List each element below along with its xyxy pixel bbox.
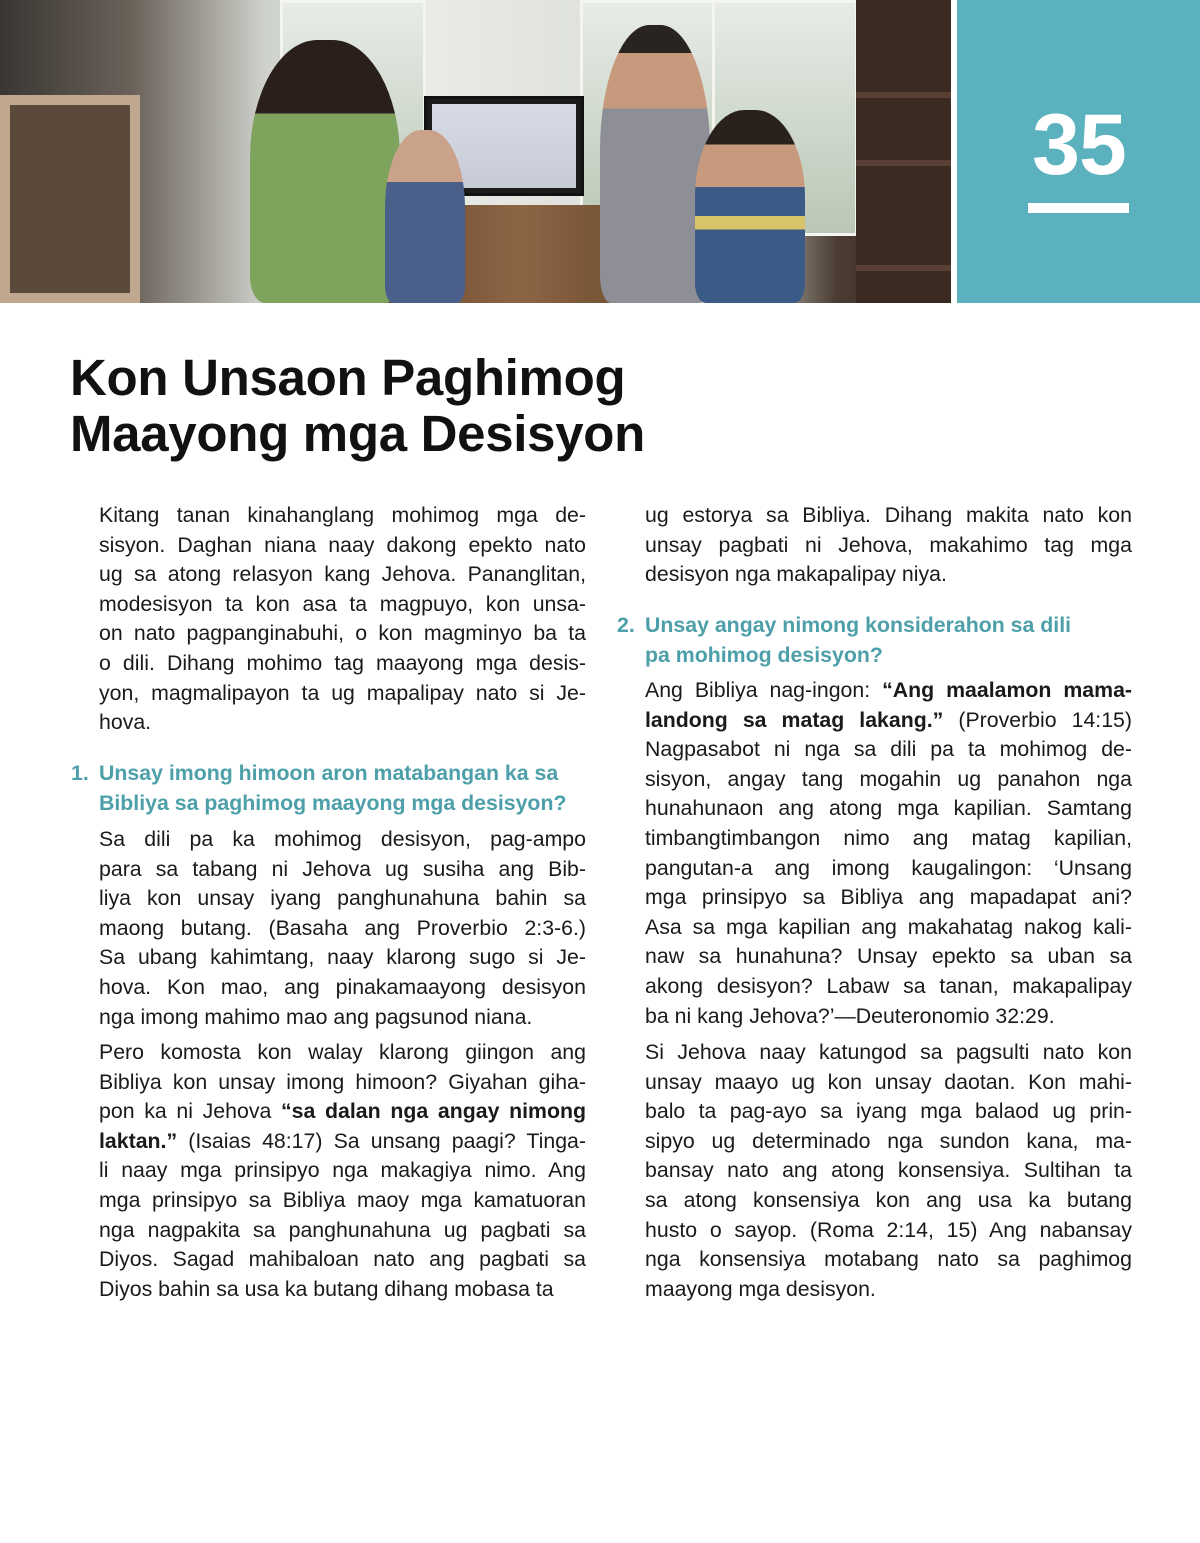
text-line bbox=[645, 1068, 1132, 1098]
text-segment: Bibliya kon unsay imong himoon? Giyahan giha- bbox=[99, 1069, 586, 1094]
text-segment: maong butang. (Basaha ang Proverbio 2:3-6.) bbox=[99, 915, 586, 940]
text-segment: para sa tabang ni Jehova ug susiha ang Bib- bbox=[99, 856, 586, 881]
bold-quote-text: “sa dalan nga angay nimong bbox=[281, 1099, 586, 1124]
lesson-number: 35 bbox=[1032, 97, 1126, 193]
family-at-computer-photo bbox=[0, 0, 951, 303]
text-line bbox=[99, 619, 586, 649]
text-line bbox=[645, 1245, 1132, 1275]
text-line bbox=[99, 1127, 586, 1157]
text-line bbox=[99, 1245, 586, 1275]
text-segment: ug sa atong relasyon kang Jehova. Pananglitan, bbox=[99, 562, 586, 587]
text-line bbox=[645, 1216, 1132, 1246]
text-line bbox=[645, 913, 1132, 943]
text-line bbox=[99, 884, 586, 914]
text-segment: Ang Bibliya nag-ingon: bbox=[645, 678, 883, 702]
text-line bbox=[645, 794, 1132, 824]
text-line bbox=[645, 531, 1132, 561]
baby bbox=[385, 130, 465, 303]
text-line bbox=[645, 1097, 1132, 1127]
text-segment: Unsay imong himoon aron matabangan ka sa bbox=[99, 761, 559, 785]
text-segment: naw sa hunahuna? Unsay epekto sa uban sa bbox=[645, 944, 1132, 969]
text-line bbox=[645, 765, 1132, 795]
text-segment: Diyos bahin sa usa ka butang dihang mobasa ta bbox=[99, 1276, 554, 1301]
text-segment: Sa dili pa ka mohimog desisyon, pag-ampo bbox=[99, 827, 586, 851]
text-line bbox=[99, 590, 586, 620]
text-line bbox=[99, 788, 586, 818]
text-segment: hova. Kon mao, ang pinakamaayong desisyon bbox=[99, 974, 586, 999]
text-line bbox=[645, 706, 1132, 736]
text-segment: pa mohimog desisyon? bbox=[645, 643, 883, 667]
page-title bbox=[70, 350, 645, 462]
text-line bbox=[645, 501, 1132, 531]
text-segment: sisyon. Daghan niana naay dakong epekto nato bbox=[99, 532, 586, 557]
text-line bbox=[99, 973, 586, 1003]
text-line bbox=[99, 501, 586, 531]
bold-quote-text: landong sa matag lakang.” bbox=[645, 707, 944, 732]
text-line bbox=[645, 824, 1132, 854]
text-segment: unsay maayo ug kon unsay daotan. Kon mahi- bbox=[645, 1069, 1132, 1094]
bold-quote-text: laktan.” bbox=[99, 1128, 178, 1153]
text-segment: o dili. Dihang mohimo tag maayong mga desis- bbox=[99, 650, 586, 675]
text-line bbox=[645, 610, 1132, 640]
text-segment: Si Jehova naay katungod sa pagsulti nato kon bbox=[645, 1040, 1132, 1064]
text-line bbox=[645, 1038, 1132, 1068]
text-segment: mga prinsipyo sa Bibliya maoy mga kamatuoran bbox=[99, 1187, 586, 1212]
text-line bbox=[645, 1127, 1132, 1157]
lesson-number-underline bbox=[1028, 203, 1129, 213]
question-number: 1. bbox=[71, 761, 89, 785]
text-line bbox=[645, 854, 1132, 884]
paragraph bbox=[99, 1038, 586, 1304]
text-segment: on nato pagpanginabuhi, o kon magminyo ba ta bbox=[99, 621, 586, 646]
text-segment: nga imong mahimo mao ang pagsunod niana. bbox=[99, 1004, 533, 1029]
text-line bbox=[99, 1068, 586, 1098]
text-segment: yon, magmalipayon ta ug mapalipay nato si Je- bbox=[99, 680, 586, 705]
text-segment: Pero komosta kon walay klarong giingon ang bbox=[99, 1040, 586, 1064]
text-line bbox=[645, 560, 1132, 590]
picture-frame bbox=[0, 95, 140, 303]
text-segment: Nagpasabot ni nga sa dili pa ta mohimog de- bbox=[645, 737, 1132, 762]
text-segment: (Proverbio 14:15) bbox=[943, 707, 1132, 732]
text-line bbox=[645, 972, 1132, 1002]
title-line: Maayong mga Desisyon bbox=[70, 405, 645, 462]
text-line bbox=[99, 855, 586, 885]
text-segment: maayong mga desisyon. bbox=[645, 1276, 876, 1301]
text-segment: husto o sayop. (Roma 2:14, 15) Ang nabansay bbox=[645, 1217, 1132, 1242]
text-segment: Sa ubang kahimtang, naay klarong sugo si Je- bbox=[99, 945, 586, 970]
bookshelf bbox=[856, 0, 951, 303]
paragraph bbox=[645, 676, 1132, 1031]
text-segment: akong desisyon? Labaw sa tanan, makapalipay bbox=[645, 973, 1132, 998]
text-segment: liya kon unsay iyang panghunahuna bahin sa bbox=[99, 886, 586, 911]
paragraph bbox=[645, 501, 1132, 590]
bold-quote-text: “Ang maalamon mama- bbox=[882, 678, 1132, 702]
text-line bbox=[99, 943, 586, 973]
text-line bbox=[99, 1038, 586, 1068]
text-segment: ug estorya sa Bibliya. Dihang makita nato kon bbox=[645, 503, 1132, 527]
intro-paragraph bbox=[99, 501, 586, 738]
text-line bbox=[99, 914, 586, 944]
text-segment: sipyo ug determinado nga sundon kana, ma- bbox=[645, 1128, 1132, 1153]
text-segment: balo ta pag-ayo sa iyang mga balaod ug prin- bbox=[645, 1099, 1132, 1124]
text-segment: mga prinsipyo sa Bibliya ang mapadapat ani? bbox=[645, 885, 1132, 910]
text-segment: sisyon, angay tang mogahin ug panahon nga bbox=[645, 766, 1132, 791]
question-1-heading bbox=[71, 758, 586, 818]
text-segment: pangutan-a ang imong kaugalingon: ‘Unsang bbox=[645, 855, 1132, 880]
text-segment: ba ni kang Jehova?’—Deuteronomio 32:29. bbox=[645, 1003, 1055, 1028]
text-line bbox=[99, 531, 586, 561]
title-line: Kon Unsaon Paghimog bbox=[70, 349, 626, 406]
text-segment: Bibliya sa paghimog maayong mga desisyon? bbox=[99, 791, 567, 815]
text-line bbox=[99, 1097, 586, 1127]
text-line bbox=[99, 708, 586, 738]
text-line bbox=[99, 649, 586, 679]
text-segment: li naay mga prinsipyo nga makagiya nimo. Ang bbox=[99, 1158, 586, 1183]
text-segment: bansay nato ang atong konsensiya. Sultihan ta bbox=[645, 1158, 1132, 1183]
text-line bbox=[99, 1216, 586, 1246]
text-line bbox=[99, 560, 586, 590]
text-segment: (Isaias 48:17) Sa unsang paagi? Tinga- bbox=[177, 1128, 586, 1153]
text-segment: nga konsensiya motabang nato sa paghimog bbox=[645, 1247, 1132, 1272]
text-segment: timbangtimbangon nimo ang matag kapilian, bbox=[645, 825, 1132, 850]
text-segment: Kitang tanan kinahanglang mohimog mga de- bbox=[99, 503, 586, 527]
text-segment: Unsay angay nimong konsiderahon sa dili bbox=[645, 613, 1072, 637]
paragraph bbox=[645, 1038, 1132, 1304]
text-segment: sa atong konsensiya kon ang usa ka butang bbox=[645, 1187, 1132, 1212]
text-line bbox=[99, 679, 586, 709]
text-line bbox=[645, 735, 1132, 765]
text-line bbox=[99, 758, 586, 788]
father bbox=[600, 25, 710, 303]
text-segment: unsay pagbati ni Jehova, makahimo tag mga bbox=[645, 532, 1132, 557]
mother bbox=[250, 40, 400, 303]
text-segment: nga nagpakita sa panghunahuna ug pagbati sa bbox=[99, 1217, 586, 1242]
text-line bbox=[645, 676, 1132, 706]
question-number: 2. bbox=[617, 613, 635, 637]
text-line bbox=[99, 1186, 586, 1216]
text-line bbox=[645, 1156, 1132, 1186]
text-line bbox=[99, 1156, 586, 1186]
text-line bbox=[99, 1003, 586, 1033]
text-line bbox=[645, 640, 1132, 670]
text-line bbox=[645, 942, 1132, 972]
text-line bbox=[645, 883, 1132, 913]
text-segment: desisyon nga makapalipay niya. bbox=[645, 562, 947, 587]
text-segment: hunahunaon ang atong mga kapilian. Samtang bbox=[645, 796, 1132, 821]
question-2-heading bbox=[617, 610, 1132, 670]
text-segment: hova. bbox=[99, 710, 152, 735]
text-segment: modesisyon ta kon asa ta magpuyo, kon unsa- bbox=[99, 591, 586, 616]
text-line bbox=[99, 825, 586, 855]
text-line bbox=[645, 1186, 1132, 1216]
text-line bbox=[645, 1002, 1132, 1032]
text-line bbox=[645, 1275, 1132, 1305]
child bbox=[695, 110, 805, 303]
text-segment: Diyos. Sagad mahibaloan nato ang pagbati sa bbox=[99, 1247, 586, 1272]
text-segment: pon ka ni Jehova bbox=[99, 1099, 281, 1124]
paragraph bbox=[99, 825, 586, 1032]
text-line bbox=[99, 1275, 586, 1305]
text-segment: Asa sa mga kapilian ang makahatag nakog kali- bbox=[645, 914, 1132, 939]
